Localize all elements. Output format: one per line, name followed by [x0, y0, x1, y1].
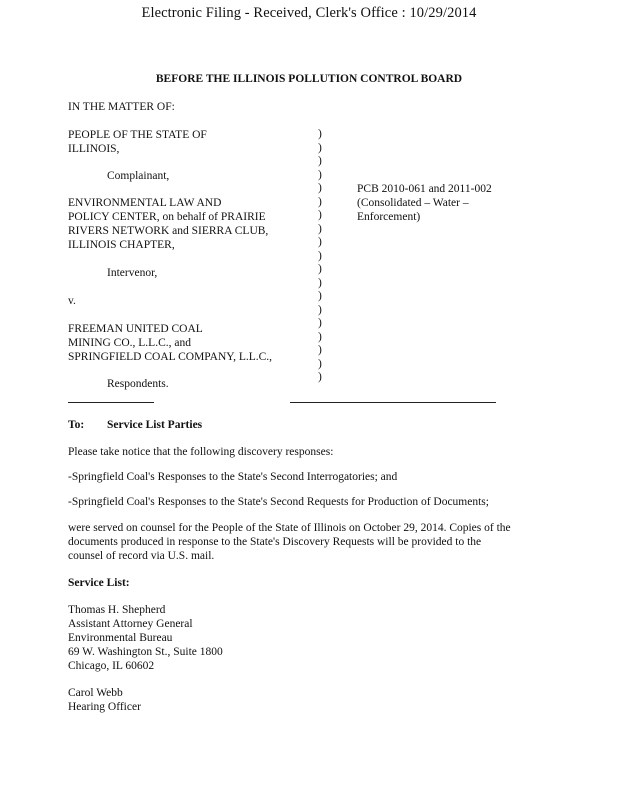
- paren: ): [318, 317, 322, 329]
- discovery-item-1: -Springfield Coal's Responses to the State's Second Interrogatories; and: [68, 471, 398, 483]
- body-line-3: counsel of record via U.S. mail.: [68, 550, 215, 562]
- intervenor-line-4: ILLINOIS CHAPTER,: [68, 239, 175, 251]
- respondent-role: Respondents.: [107, 378, 169, 390]
- paren: ): [318, 276, 322, 289]
- versus: v.: [68, 295, 76, 307]
- paren: ): [318, 344, 322, 356]
- paren: ): [318, 303, 322, 316]
- intervenor-role: Intervenor,: [107, 267, 158, 279]
- paren: ): [318, 290, 322, 302]
- to-label: To:: [68, 419, 85, 431]
- paren: ): [318, 141, 322, 154]
- paren: ): [318, 155, 322, 167]
- contact-1-city: Chicago, IL 60602: [68, 660, 155, 672]
- caption-divider-left: [68, 402, 154, 403]
- case-number-line-2: (Consolidated – Water –: [357, 197, 469, 209]
- paren: ): [318, 195, 322, 208]
- case-number-line-3: Enforcement): [357, 211, 421, 223]
- body-line-2: documents produced in response to the State's Discovery Requests will be provided to the: [68, 536, 482, 548]
- body-line-1: were served on counsel for the People of the State of Illinois on October 29, 2014. Copies of the: [68, 522, 511, 534]
- respondent-line-1: FREEMAN UNITED COAL: [68, 323, 203, 335]
- discovery-item-2: -Springfield Coal's Responses to the State's Second Requests for Production of Documents;: [68, 496, 489, 508]
- complainant-line-2: ILLINOIS,: [68, 143, 120, 155]
- caption-divider-right: [290, 402, 496, 403]
- paren: ): [318, 168, 322, 181]
- matter-label: IN THE MATTER OF:: [68, 101, 175, 113]
- contact-1-name: Thomas H. Shepherd: [68, 604, 166, 616]
- paren: ): [318, 236, 322, 248]
- respondent-line-3: SPRINGFIELD COAL COMPANY, L.L.C.,: [68, 351, 273, 363]
- respondent-line-2: MINING CO., L.L.C., and: [68, 337, 191, 349]
- filing-header: Electronic Filing - Received, Clerk's Office : 10/29/2014: [141, 5, 477, 21]
- contact-1-title: Assistant Attorney General: [68, 618, 193, 630]
- contact-2-name: Carol Webb: [68, 687, 123, 699]
- complainant-role: Complainant,: [107, 170, 170, 182]
- contact-1-street: 69 W. Washington St., Suite 1800: [68, 646, 223, 658]
- contact-1-dept: Environmental Bureau: [68, 632, 173, 644]
- paren: ): [318, 128, 322, 140]
- paren: ): [318, 182, 322, 194]
- board-title: BEFORE THE ILLINOIS POLLUTION CONTROL BOARD: [155, 73, 463, 85]
- complainant-line-1: PEOPLE OF THE STATE OF: [68, 129, 207, 141]
- intervenor-line-2: POLICY CENTER, on behalf of PRAIRIE: [68, 211, 266, 223]
- paren: ): [318, 330, 322, 343]
- paren: ): [318, 371, 322, 383]
- paren: ): [318, 249, 322, 262]
- intervenor-line-1: ENVIRONMENTAL LAW AND: [68, 197, 222, 209]
- paren: ): [318, 209, 322, 221]
- paren: ): [318, 357, 322, 370]
- notice-intro: Please take notice that the following discovery responses:: [68, 446, 334, 458]
- to-value: Service List Parties: [107, 419, 203, 431]
- paren: ): [318, 263, 322, 275]
- service-list-heading: Service List:: [68, 577, 130, 589]
- intervenor-line-3: RIVERS NETWORK and SIERRA CLUB,: [68, 225, 269, 237]
- caption-paren-column: [318, 128, 328, 385]
- contact-2-title: Hearing Officer: [68, 701, 141, 713]
- paren: ): [318, 222, 322, 235]
- case-number-line-1: PCB 2010-061 and 2011-002: [357, 183, 492, 195]
